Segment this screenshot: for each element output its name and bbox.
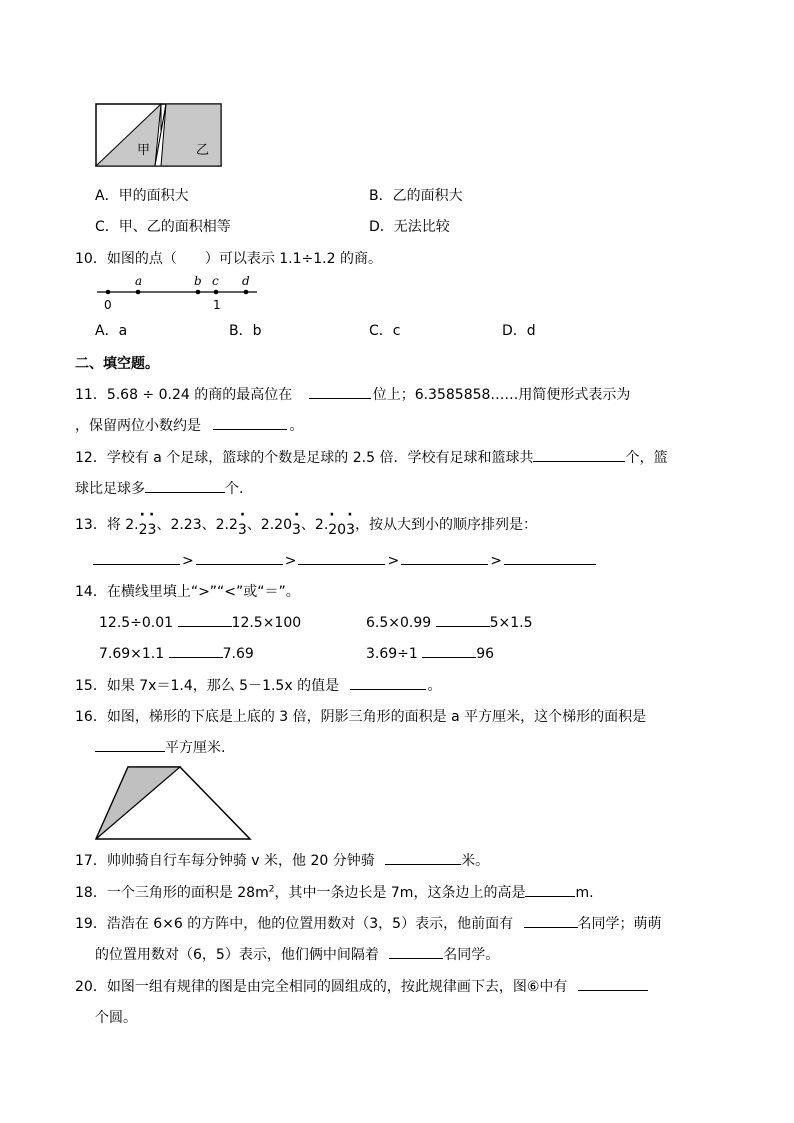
q10-label-one: 1 (213, 298, 221, 312)
q12-blank-2[interactable] (145, 478, 225, 493)
q20-text-1: 20．如图一组有规律的图是由完全相同的圆组成的，按此规律画下去，图⑥中有 (75, 979, 568, 995)
q11-line2 (75, 415, 303, 435)
q18-text-1: 18．一个三角形的面积是 28m (75, 885, 269, 901)
q12-text-3: 球比足球多 (75, 481, 145, 497)
q19-text-2: 名同学；萌萌 (577, 916, 662, 932)
q11-blank-2[interactable] (213, 415, 287, 430)
q17-blank[interactable] (385, 850, 461, 865)
q13-number-5: · · 203 (328, 507, 355, 538)
q12-line2 (75, 478, 243, 498)
q11-blank-1[interactable] (309, 384, 371, 399)
q10-label-d: d (242, 274, 250, 288)
q19-text-4: 名同学。 (443, 947, 500, 963)
q16-trapezoid-figure (94, 765, 252, 843)
q15-line (75, 675, 442, 695)
q14-item-1 (99, 612, 301, 631)
q13-gt-3: > (387, 553, 400, 569)
q13-blank-1[interactable] (93, 550, 180, 565)
q10-option-c: C．c (369, 323, 401, 339)
section-heading: 二、填空题。 (75, 356, 159, 372)
q20-blank[interactable] (578, 976, 648, 991)
q14-blank-1[interactable] (178, 612, 232, 627)
q10-number-line (95, 272, 260, 314)
q18-text-2: ，其中一条边长是 7m，这条边上的高是 (274, 885, 526, 901)
q18-text-3: m. (575, 885, 594, 901)
q11-text-3: ，保留两位小数约是 (75, 418, 201, 434)
q14-expr-1-left: 12.5÷0.01 (99, 615, 174, 631)
q13-text-suffix: ，按从大到小的顺序排列是： (355, 517, 537, 533)
q10-option-b: B．b (229, 323, 262, 339)
q19-text-3: 的位置用数对（6，5）表示，他们俩中间隔着 (95, 947, 379, 963)
q12-text-1: 12．学校有 a 个足球，篮球的个数是足球的 2.5 倍．学校有足球和篮球共 (75, 450, 534, 466)
q14-blank-2[interactable] (436, 612, 490, 627)
q10-option-d: D．d (502, 323, 536, 339)
q12-text-2: 个，篮 (625, 450, 668, 466)
q18-blank[interactable] (525, 882, 575, 897)
q13-blank-4[interactable] (401, 550, 488, 565)
q14-blank-4[interactable] (422, 643, 476, 658)
q9-option-d: D．无法比较 (369, 219, 450, 235)
q16-line1: 16．如图，梯形的下底是上底的 3 倍，阴影三角形的面积是 a 平方厘米，这个梯形的面积是 (75, 709, 647, 725)
q19-line1 (75, 913, 662, 933)
q9-figure (95, 103, 222, 167)
q14-stem: 14．在横线里填上“>”“<”或“＝”。 (75, 584, 300, 600)
q17-line (75, 850, 489, 870)
q19-blank-2[interactable] (389, 944, 443, 959)
q13-blank-5[interactable] (504, 550, 596, 565)
q14-expr-3-right: 7.69 (222, 646, 254, 662)
q13-text-prefix: 13．将 2. (75, 517, 139, 533)
q13-number-1: ·· 23 (138, 507, 159, 538)
q13-gt-4: > (490, 553, 502, 569)
q9-label-yi: 乙 (196, 143, 210, 158)
q18-line (75, 882, 594, 902)
q14-expr-4-right: 96 (476, 646, 495, 662)
q14-expr-4-left: 3.69÷1 (366, 646, 418, 662)
q14-blank-3[interactable] (169, 643, 223, 658)
q11-text-2: 位上；6.3585858……用简便形式表示为 (372, 387, 631, 403)
q18-sup: 2 (268, 884, 275, 895)
q14-expr-2-left: 6.5×0.99 (366, 615, 432, 631)
q9-option-c: C．甲、乙的面积相等 (95, 219, 231, 235)
q11-line1 (75, 384, 630, 404)
q13-line1 (75, 507, 537, 538)
q12-line1 (75, 447, 667, 467)
q9-option-b: B．乙的面积大 (369, 188, 463, 204)
q16-blank[interactable] (95, 737, 165, 752)
q13-gt-1: > (182, 553, 194, 569)
q12-text-4: 个. (225, 481, 244, 497)
q17-text-1: 17．帅帅骑自行车每分钟骑 v 米，他 20 分钟骑 (75, 853, 375, 869)
q11-text-4: 。 (289, 418, 304, 434)
q13-blank-3[interactable] (298, 550, 385, 565)
q14-item-4 (366, 643, 494, 662)
q10-label-zero: 0 (104, 298, 112, 312)
q15-text-1: 15．如果 7x＝1.4，那么 5－1.5x 的值是 (75, 678, 340, 694)
q10-label-c: c (212, 274, 219, 288)
q10-label-b: b (194, 274, 202, 288)
q20-line2: 个圆。 (95, 1010, 137, 1026)
q14-expr-2-right: 5×1.5 (489, 615, 533, 631)
q14-expr-3-left: 7.69×1.1 (99, 646, 165, 662)
q10-label-a: a (135, 274, 143, 288)
q13-text-sep2: 、2.20 (246, 517, 292, 533)
q13-blank-2[interactable] (196, 550, 283, 565)
q14-item-2 (366, 612, 533, 631)
q13-order-blanks (93, 550, 596, 569)
q12-blank-1[interactable] (533, 447, 625, 462)
q19-text-1: 19．浩浩在 6×6 的方阵中，他的位置用数对（3，5）表示，他前面有 (75, 916, 514, 932)
q17-text-2: 米。 (461, 853, 490, 869)
q19-line2 (95, 944, 499, 964)
q9-label-jia: 甲 (137, 143, 151, 158)
q16-line2 (95, 737, 225, 757)
q10-option-a: A．a (95, 323, 128, 339)
q14-expr-1-right: 12.5×100 (231, 615, 302, 631)
q16-text-2: 平方厘米. (165, 740, 226, 756)
q10-stem: 10．如图的点（ ）可以表示 1.1÷1.2 的商。 (75, 251, 382, 267)
q13-text-sep3: 、2. (300, 517, 329, 533)
q13-text-sep1: 、2.23、2.2 (156, 517, 238, 533)
q14-item-3 (99, 643, 254, 662)
q15-text-2: 。 (427, 678, 442, 694)
q13-gt-2: > (284, 553, 297, 569)
q19-blank-1[interactable] (524, 913, 578, 928)
q20-line1 (75, 976, 648, 996)
q11-text-1: 11．5.68 ÷ 0.24 的商的最高位在 (75, 387, 293, 403)
q13-number-4: · 3 (291, 507, 301, 538)
q15-blank[interactable] (350, 675, 426, 690)
q9-option-a: A．甲的面积大 (95, 188, 189, 204)
q13-number-3: · 3 (237, 507, 247, 538)
